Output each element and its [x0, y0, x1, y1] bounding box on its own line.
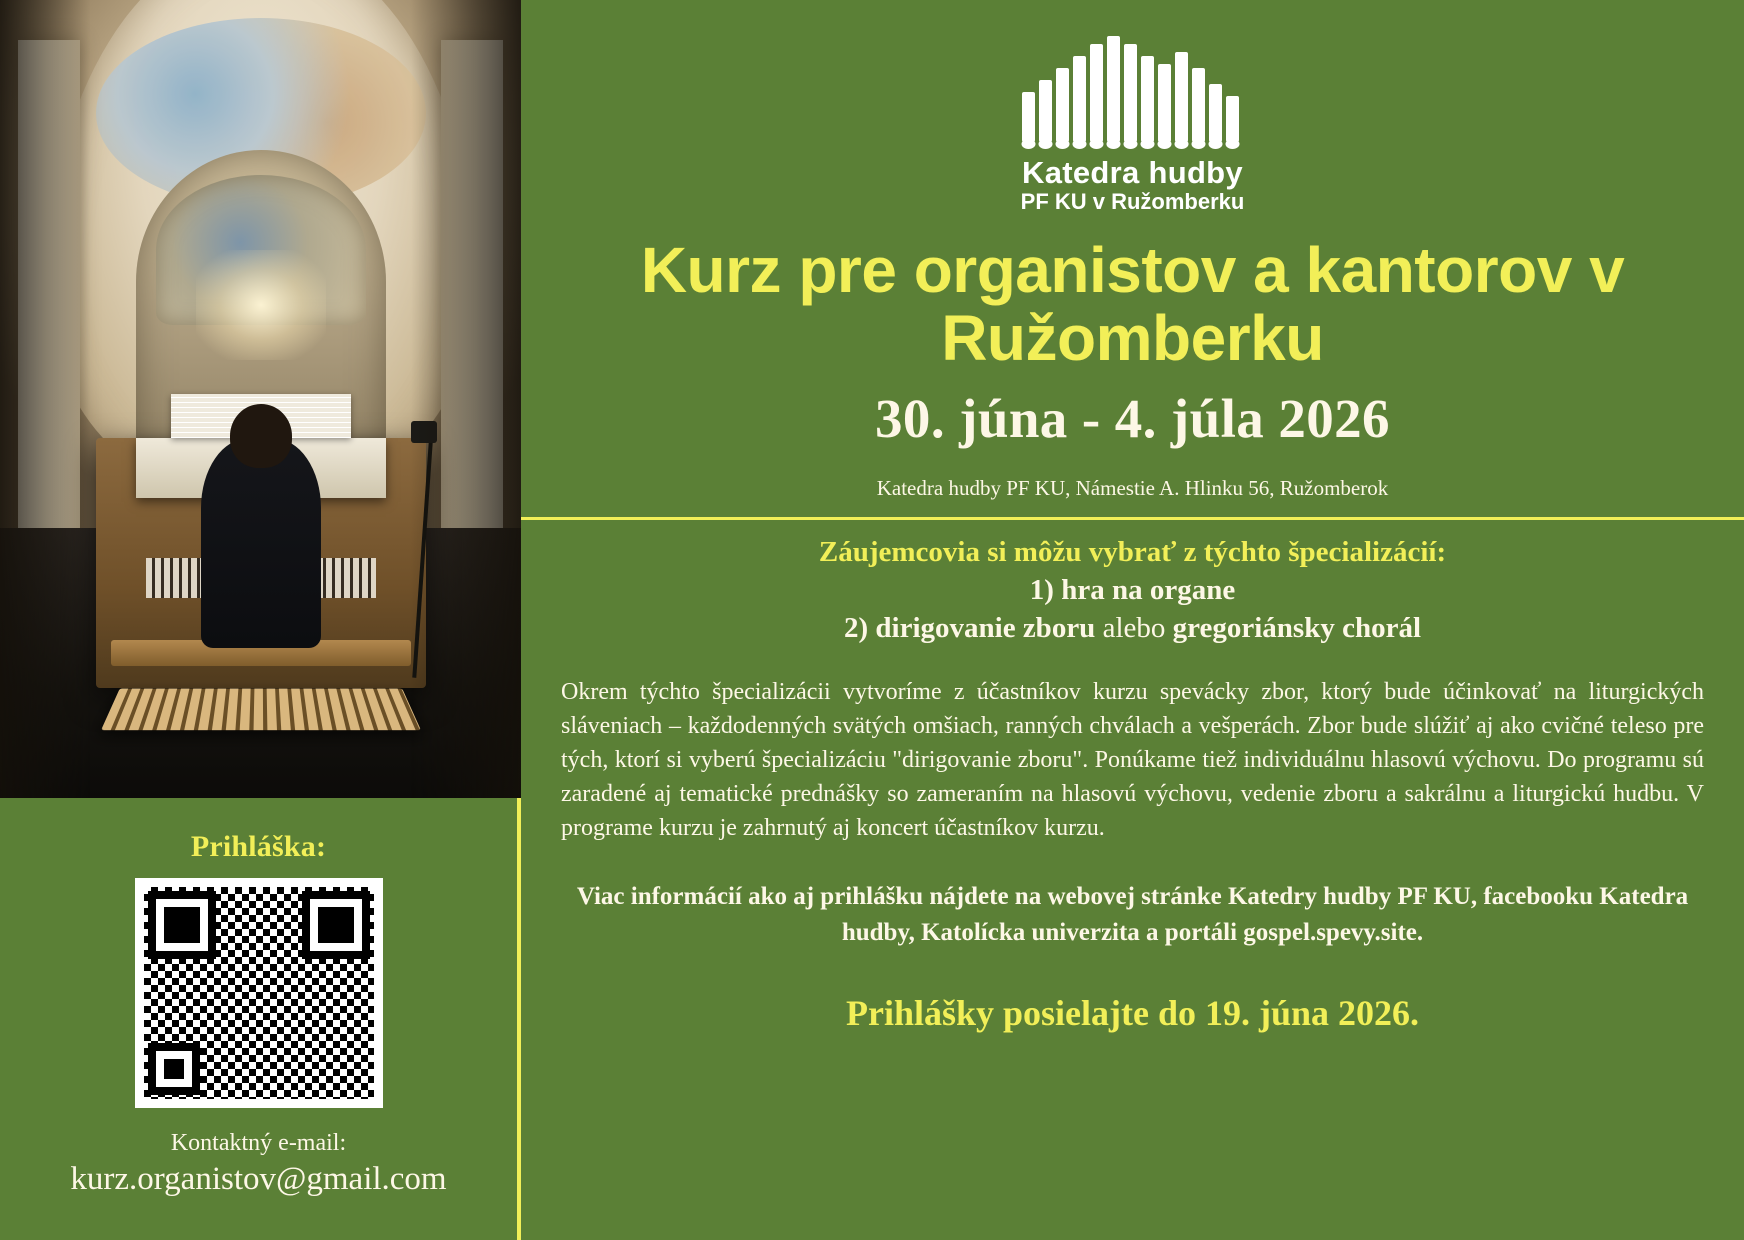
application-title: Prihláška:: [190, 830, 327, 863]
course-dates: 30. júna - 4. júla 2026: [875, 387, 1390, 449]
photo-altar-glow: [196, 250, 326, 360]
right-column: [521, 0, 1744, 1240]
body-paragraph: Okrem týchto špecializácii vytvoríme z účastníkov kurzu spevácky zbor, ktorý bude účinkovať na liturgických sláveniach – každodenných svätých omšiach, ranných chválach a vešperách. Zbor bude slúžiť aj ako cvičné teleso pre tých, ktorí si vyberú špecializáciu "dirigovanie zboru". Ponúkame tiež individuálnu hlasovú výchovu. Do programu sú zaradené aj tematické prednášky so zameraním na hlasovú výchovu, vedenie zboru a sakrálnu a liturgickú hudbu. V programe kurzu je zahrnutý aj koncert účastníkov kurzu.: [561, 678, 1704, 841]
specialization-item-2-part-b: gregoriánsky chorál: [1172, 611, 1422, 644]
photo-organ-pedalboard: [101, 688, 421, 730]
photo-organist-figure: [201, 438, 321, 648]
contact-email-value[interactable]: kurz.organistov@gmail.com: [70, 1161, 447, 1197]
more-info-paragraph: Viac informácií ako aj prihlášku nájdete na webovej stránke Katedry hudby PF KU, facebooku Katedra hudby, Katolícka univerzita a portáli gospel.spevy.site.: [576, 883, 1689, 947]
qr-code[interactable]: [135, 878, 383, 1108]
divider: [521, 517, 1744, 520]
specialization-item-2-part-a: 2) dirigovanie zboru: [843, 611, 1096, 644]
photo-vignette-right: [411, 0, 521, 798]
organ-pipes-icon: [1018, 34, 1248, 149]
application-block: [0, 798, 517, 1240]
page-title: Kurz pre organistov a kantorov v Ružomberku: [640, 234, 1625, 374]
venue-address: Katedra hudby PF KU, Námestie A. Hlinku 56, Ružomberok: [876, 475, 1389, 500]
specializations-block: [561, 536, 1704, 645]
logo-line-1: Katedra hudby: [1022, 155, 1243, 190]
deadline-text: Prihlášky posielajte do 19. júna 2026.: [845, 992, 1420, 1033]
organist-photo: [0, 0, 521, 798]
specialization-item-2: [561, 612, 1704, 645]
photo-vignette-left: [0, 0, 90, 798]
photo-organist-head: [230, 404, 292, 468]
contact-email-label: Kontaktný e-mail:: [170, 1130, 347, 1156]
specialization-item-2-conjunction: alebo: [1095, 611, 1173, 644]
specializations-heading: Záujemcovia si môžu vybrať z týchto špecializácií:: [818, 535, 1447, 568]
left-column: [0, 0, 521, 1240]
logo-line-2: PF KU v Ružomberku: [1020, 189, 1245, 214]
specialization-item-1: 1) hra na organe: [1029, 573, 1236, 606]
department-logo: [561, 34, 1704, 215]
qr-code-icon[interactable]: [144, 887, 374, 1099]
